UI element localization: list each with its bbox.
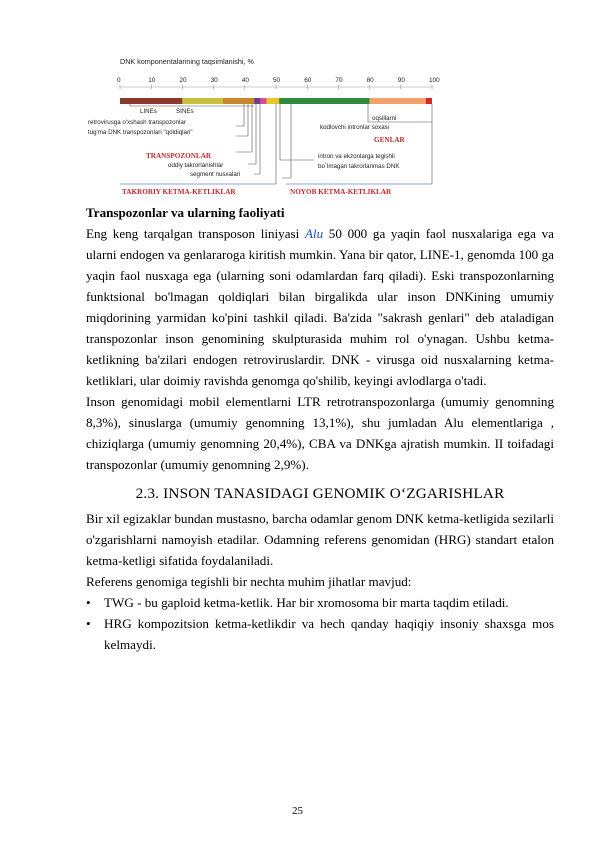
paragraph-2: Inson genomidagi mobil elementlarni LTR retrotranspozonlarga (umumiy genomning 8,3%), sinuslarga (umumiy genomning 13,1%), shu jumladan Alu elementlariga , chiziqlarga (umumiy genomning 20,4%), CBA va DNKga ajratish mumkin. II toifadagi transpozonlar (umumiy genomning 2,9%). [86,394,554,472]
bar-segment [279,98,369,104]
label-unique: bo`lmagan takrorlanmas DNK [318,163,400,170]
body-text [86,202,554,655]
dna-composition-diagram [86,52,446,196]
label-protein-coding-2: kodlovchi intronlar soxasi [320,124,390,131]
tick-label: 30 [210,77,218,84]
paragraph-1-start: Eng keng tarqalgan transposon liniyasi [86,226,305,241]
list-item-text: TWG - bu gaploid ketma-ketlik. Har bir xromosoma bir marta taqdim etiladi. [104,595,509,610]
tick-label: 100 [429,77,440,84]
bar-segment [182,98,223,104]
bar-segment [426,98,432,104]
label-segment-repeats: segment nusxalari [190,171,241,178]
figure-title: DNK komponentalarining taqsimlanishi, % [120,57,254,66]
tick-label: 10 [148,77,156,84]
label-dna-transposons: tug'ma DNK transpozonlari "qoldiqlari" [88,129,193,136]
tick-label: 40 [241,77,249,84]
list-item [86,592,554,613]
paragraph-1-rest: 50 000 ga yaqin faol nusxalariga ega va ularni endogen va genlararoga kiritish mumkin. Yana bir qator, LINE-1, genomda 100 ga yaqin faol nusxaga ega (ularning soni odamlardan farq qiladi). Eski transpozonlarning funktsional bo'lmagan qoldiqlari bilan birgalikda ular inson DNKining umumiy miqdorining yarmidan ko'pini tashkil qiladi. Ba'zida "sakrash genlari" deb ataladigan transpozonlar inson genomining skulpturasida muhim rol o'ynagan. Ushbu ketma-ketlikning ba'zilari endogen retroviruslardir. DNK - virusga oid nusxalarning ketma-ketliklari, ular doimiy ravishda genomga qo'shilib, keyingi avlodlarga o'tadi. [86,226,554,388]
label-genlar: GENLAR [374,136,405,144]
bar-segment [223,98,254,104]
chapter-title: 2.3. INSON TANASIDAGI GENOMIK O‘ZGARISHLAR [135,485,505,502]
bullet-icon: • [86,616,91,631]
label-noyob: NOYOB KETMA-KETLIKLAR [290,188,392,196]
bullet-list [86,592,554,655]
bar-segment [267,98,279,104]
label-retro: retrovirusga o'xshash transpozonlar [88,119,186,126]
bullet-icon: • [86,595,91,610]
label-protein-coding: oqsillarni [372,115,397,122]
dna-composition-figure [86,52,446,196]
tick-label: 20 [179,77,187,84]
tick-label: 90 [397,77,405,84]
paragraph-3: Bir xil egizaklar bundan mustasno, barcha odamlar genom DNK ketma-ketligida sezilarli o'zgarishlarni namoyish etadilar. Odamning referens genomidan (HRG) standart etalon ketma-ketligi sifatida foydalaniladi. [86,511,554,568]
alu-term: Alu [304,226,324,241]
tick-label: 50 [273,77,281,84]
list-item [86,613,554,655]
bar-segment [260,98,266,104]
label-sines: SINEs [176,108,194,115]
bar-segment [254,98,260,104]
bar-segment [370,98,426,104]
tick-label: 80 [366,77,374,84]
label-transpozonlar: TRANSPOZONLAR [146,152,212,160]
bar-segment [120,98,182,104]
list-item-text: HRG kompozitsion ketma-ketlikdir va hech qanday haqiqiy insoniy shaxsga mos kelmaydi. [104,616,554,652]
tick-label: 70 [335,77,343,84]
section-heading: Transpozonlar va ularning faoliyati [86,205,285,220]
paragraph-1 [86,223,554,391]
tick-label: 0 [117,77,121,84]
page-number: 25 [292,805,303,817]
paragraph-4: Referens genomiga tegishli bir nechta muhim jihatlar mavjud: [86,574,412,589]
tick-label: 60 [304,77,312,84]
label-simple-repeats: oddiy takrorlanishlar [168,162,224,169]
label-takroriy: TAKRORIY KETMA-KETLIKLAR [122,188,236,196]
label-lines: LINEs [140,108,157,115]
figure-bar [120,98,432,104]
figure-axis-ticks [117,77,440,89]
label-introns: intron va ekzonlarga tegishli [318,153,395,160]
